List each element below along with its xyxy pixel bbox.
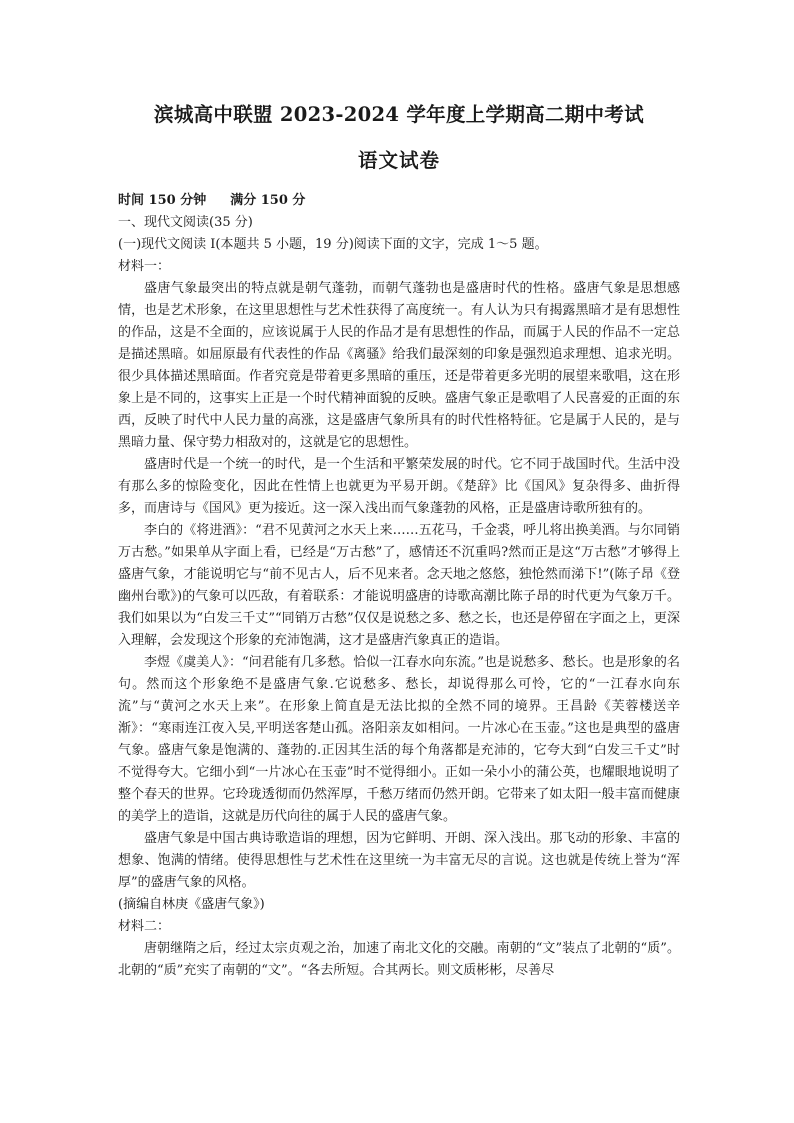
exam-score: 满分 150 分: [230, 193, 306, 208]
material-1-source: (摘编自林庚《盛唐气象》): [118, 897, 265, 912]
material-1-paragraph: 李白的《将进酒》：“君不见黄河之水天上来……五花马，千金裘，呼儿将出换美酒。与尔同销万古愁。”如果单从字面上看，已经是“万古愁”了，感情还不沉重吗?然而正是这“万古愁”才够得上盛唐气象，才能说明它与“前不见古人，后不见来者。念天地之悠悠，独怆然而涕下!”(陈子昂《登幽州台歌》)的气象可以匹敌，有着联系：才能说明盛唐的诗歌高潮比陈子昂的时代更为气象万千。我们如果以为“白发三千丈”“同销万古愁”仅仅是说愁之多、愁之长，也还是停留在字面之上，更深入理解，会发现这个形象的充沛饱满，这才是盛唐汽象真正的造诣。: [118, 523, 680, 648]
material-1-paragraph: 盛唐时代是一个统一的时代，是一个生活和平繁荣发展的时代。它不同于战国时代。生活中没有那么多的惊险变化，因此在性情上也就更为平易开朗。《楚辞》比《国风》复杂得多、曲折得多，而唐诗与《国风》更为接近。这一深入浅出而气象蓬勃的风格，正是盛唐诗歌所独有的。: [118, 457, 680, 516]
exam-info: [118, 190, 680, 212]
material-2-label: 材料二：: [118, 919, 171, 934]
section-sub-heading: (一)现代文阅读 Ⅰ(本题共 5 小题，19 分)阅读下面的文字，完成 1～5 题。: [118, 237, 548, 252]
material-2-paragraph: 唐朝继隋之后，经过太宗贞观之治，加速了南北文化的交融。南朝的“文”装点了北朝的“质”。北朝的“质”充实了南朝的“文”。“各去所短。合其两长。则文质彬彬，尽善尽: [118, 941, 680, 978]
material-1-label: 材料一：: [118, 259, 171, 274]
material-1-paragraph: 盛唐气象是中国古典诗歌造诣的理想，因为它鲜明、开朗、深入浅出。那飞动的形象、丰富的想象、饱满的情绪。使得思想性与艺术性在这里统一为丰富无尽的言说。这也就是传统上誉为“浑厚”的盛唐气象的风格。: [118, 831, 680, 890]
exam-page: [118, 100, 680, 982]
material-1-paragraph: 李煜《虞美人》：“问君能有几多愁。恰似一江春水向东流。”也是说愁多、愁长。也是形象的名句。然而这个形象绝不是盛唐气象.它说愁多、愁长，却说得那么可怜，它的“一江春水向东流”与“黄河之水天上来”。在形象上简直是无法比拟的全然不同的境界。王昌龄《芙蓉楼送辛渐》：“寒雨连江夜入吴,平明送客楚山孤。洛阳亲友如相问。一片冰心在玉壶。”这也是典型的盛唐气象。盛唐气象是饱满的、蓬勃的.正因其生活的每个角落都是充沛的，它夸大到“白发三千丈”时不觉得夸大。它细小到“一片冰心在玉壶”时不觉得细小。正如一朵小小的蒲公英，也耀眼地说明了整个春天的世界。它玲珑透彻而仍然浑厚，千愁万绪而仍然开朗。它带来了如太阳一般丰富而健康的美学上的造诣，这就是历代向往的属于人民的盛唐气象。: [118, 655, 680, 824]
exam-time: 时间 150 分钟: [118, 193, 207, 208]
exam-subtitle: 语文试卷: [357, 149, 440, 172]
exam-title: 滨城高中联盟 2023-2024 学年度上学期高二期中考试: [154, 103, 644, 126]
material-1-paragraph: 盛唐气象最突出的特点就是朝气蓬勃，而朝气蓬勃也是盛唐时代的性格。盛唐气象是思想感情，也是艺术形象，在这里思想性与艺术性获得了高度统一。有人认为只有揭露黑暗才是有思想性的作品，这是不全面的，应该说属于人民的作品才是有思想性的作品，而属于人民的作品不一定总是描述黑暗。如屈原最有代表性的作品《离骚》给我们最深刻的印象是强烈追求理想、追求光明。很少具体描述黑暗面。作者究竟是带着更多黑暗的重压，还是带着更多光明的展望来歌唱，这在形象上是不同的，这事实上正是一个时代精神面貌的反映。盛唐气象正是歌唱了人民喜爱的正面的东西，反映了时代中人民力量的高涨，这是盛唐气象所具有的时代性格特征。它是属于人民的，是与黑暗力量、保守势力相敌对的，这就是它的思想性。: [118, 281, 680, 450]
section-heading: 一、现代文阅读(35 分): [118, 215, 253, 230]
